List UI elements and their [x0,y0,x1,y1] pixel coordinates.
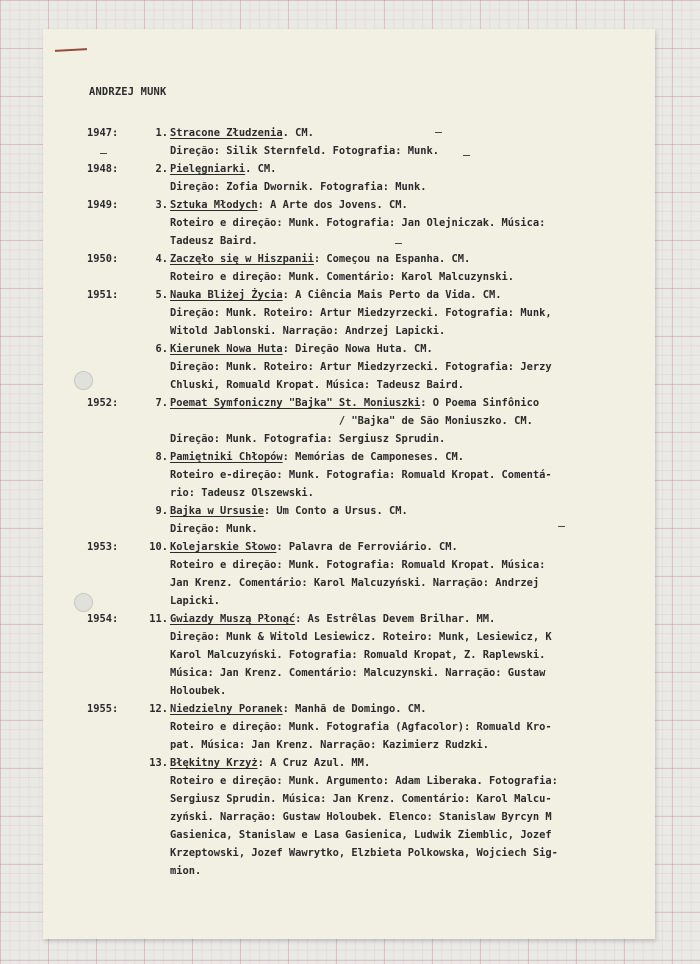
credit-line: pat. Música: Jan Krenz. Narração: Kazimierz Rudzki. [170,739,490,751]
film-title: Kierunek Nowa Huta [170,343,283,355]
entry-year: 1948: [87,163,119,175]
credit-line: Sergiusz Sprudin. Música: Jan Krenz. Comentário: Karol Malcu- [170,793,552,805]
document-heading: ANDRZEJ MUNK [89,86,167,98]
credit-line: Roteiro e direção: Munk. Comentário: Karol Malcuzynski. [170,271,515,283]
typewritten-page [43,29,655,939]
film-title-translation: : Um Conto a Ursus. CM. [263,505,408,517]
credit-line: Roteiro e direção: Munk. Fotografia: Romuald Kropat. Música: [170,559,546,571]
entry-content [170,286,552,340]
entry-content [170,610,552,700]
entry-content [170,124,439,160]
film-title: Kolejarskie Słowo [170,541,277,553]
credit-line: Direção: Zofia Dwornik. Fotografia: Munk. [170,181,427,193]
film-title-translation: : Manhã de Domingo. CM. [282,703,427,715]
entry-year: 1951: [87,289,119,301]
entry-title-line [170,610,552,628]
credit-line: Direção: Munk & Witold Lesiewicz. Roteiro: Munk, Lesiewicz, K [170,631,552,643]
film-title: Błękitny Krzyż [170,757,258,769]
credit-line: Direção: Munk. Roteiro: Artur Miedzyrzecki. Fotografia: Jerzy [170,361,552,373]
entry-title-line [170,286,552,304]
entry-title-line [170,700,552,718]
entry-number: 12. [149,703,168,715]
entry-number: 9. [155,505,168,517]
entry-number: 10. [149,541,168,553]
credit-line: zyński. Narração: Gustaw Holoubek. Elenco: Stanislaw Byrcyn M [170,811,552,823]
entry-content [170,754,558,880]
film-title: Pamiętniki Chłopów [170,451,283,463]
filmography-list [43,29,655,939]
film-title: Poemat Symfoniczny "Bajka" St. Moniuszki [170,397,421,409]
entry-title-line [170,160,426,178]
entry-number: 3. [155,199,168,211]
film-title-translation: : A Ciência Mais Perto da Vida. CM. [282,289,502,301]
entry-title-line [170,124,439,142]
film-title-translation: : A Arte dos Jovens. CM. [257,199,408,211]
film-title-translation: : As Estrêlas Devem Brilhar. MM. [295,613,496,625]
entry-number: 1. [155,127,168,139]
entry-year: 1947: [87,127,119,139]
film-title-translation: . CM. [282,127,314,139]
entry-year: 1950: [87,253,119,265]
film-title: Gwiazdy Muszą Płonąć [170,613,296,625]
entry-number: 5. [155,289,168,301]
entry-title-line [170,250,514,268]
credit-line: Lapicki. [170,595,221,607]
film-title: Zaczęło się w Hiszpanii [170,253,314,265]
film-title-translation: . CM. [245,163,277,175]
entry-content [170,538,545,610]
entry-title-line [170,502,408,520]
film-title: Niedzielny Poranek [170,703,283,715]
entry-content [170,700,552,754]
entry-content [170,340,552,394]
film-title: Nauka Bliżej Życia [170,289,283,301]
entry-content [170,196,545,250]
entry-year: 1952: [87,397,119,409]
film-title: Bajka w Ursusie [170,505,264,517]
credit-line: Krzeptowski, Jozef Wawrytko, Elzbieta Polkowska, Wojciech Sig- [170,847,558,859]
entry-number: 7. [155,397,168,409]
credit-line: Direção: Silik Sternfeld. Fotografia: Munk. [170,145,439,157]
entry-number: 4. [155,253,168,265]
film-title-translation: : Palavra de Ferroviário. CM. [276,541,458,553]
film-title-translation: : Direção Nowa Huta. CM. [282,343,433,355]
credit-line: rio: Tadeusz Olszewski. [170,487,314,499]
entry-content [170,394,539,448]
entry-title-line [170,754,558,772]
film-title: Sztuka Młodych [170,199,258,211]
entry-year: 1949: [87,199,119,211]
film-title-translation: : A Cruz Azul. MM. [257,757,371,769]
credit-line: / "Bajka" de São Moniuszko. CM. [170,415,533,427]
credit-line: Direção: Munk. Fotografia: Sergiusz Sprudin. [170,433,446,445]
credit-line: Roteiro e direção: Munk. Fotografia: Jan Olejniczak. Música: [170,217,546,229]
credit-line: mion. [170,865,202,877]
entry-content [170,250,514,286]
credit-line: Tadeusz Baird. [170,235,258,247]
credit-line: Música: Jan Krenz. Comentário: Malcuzynski. Narração: Gustaw [170,667,546,679]
entry-title-line [170,340,552,358]
entry-year: 1955: [87,703,119,715]
entry-year: 1953: [87,541,119,553]
entry-number: 13. [149,757,168,769]
credit-line: Direção: Munk. [170,523,258,535]
entry-number: 8. [155,451,168,463]
credit-line: Roteiro e-direção: Munk. Fotografia: Romuald Kropat. Comentá- [170,469,552,481]
entry-content [170,448,552,502]
film-title: Stracone Złudzenia [170,127,283,139]
film-title-translation: : O Poema Sinfônico [420,397,540,409]
entry-title-line [170,538,545,556]
entry-number: 6. [155,343,168,355]
credit-line: Karol Malcuzyński. Fotografia: Romuald Kropat, Z. Raplewski. [170,649,546,661]
entry-title-line [170,448,552,466]
credit-line: Gasienica, Stanislaw e Lasa Gasienica, Ludwik Ziemblic, Jozef [170,829,552,841]
credit-line: Witold Jablonski. Narração: Andrzej Lapicki. [170,325,446,337]
film-title: Pielęgniarki [170,163,246,175]
film-title-translation: : Memórias de Camponeses. CM. [282,451,465,463]
entry-number: 2. [155,163,168,175]
credit-line: Roteiro e direção: Munk. Fotografia (Agfacolor): Romuald Kro- [170,721,552,733]
film-title-translation: : Começou na Espanha. CM. [313,253,471,265]
entry-content [170,502,408,538]
credit-line: Roteiro e direção: Munk. Argumento: Adam Liberaka. Fotografia: [170,775,558,787]
entry-number: 11. [149,613,168,625]
entry-title-line [170,394,539,412]
entry-year: 1954: [87,613,119,625]
entry-content [170,160,426,196]
entry-title-line [170,196,545,214]
credit-line: Direção: Munk. Roteiro: Artur Miedzyrzecki. Fotografia: Munk, [170,307,552,319]
credit-line: Jan Krenz. Comentário: Karol Malcuzyński. Narração: Andrzej [170,577,540,589]
credit-line: Chluski, Romuald Kropat. Música: Tadeusz Baird. [170,379,465,391]
credit-line: Holoubek. [170,685,227,697]
